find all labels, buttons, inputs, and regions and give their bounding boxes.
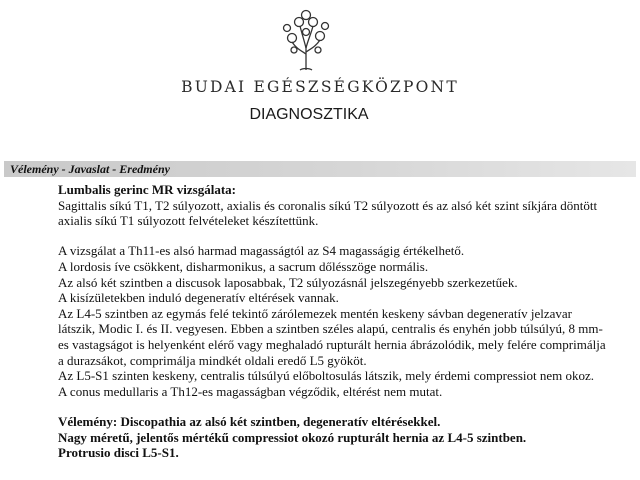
finding-line: A kisízületekben induló degeneratív eltérések vannak. <box>58 290 339 306</box>
tree-logo-icon <box>280 8 332 72</box>
method-line: Sagittalis síkú T1, T2 súlyozott, axialis és coronalis síkú T2 súlyozott és az alsó két szint síkjára döntött <box>58 197 598 213</box>
finding-line: A vizsgálat a Th11-es alsó harmad magasságtól az S4 magasságig értékelhető. <box>58 243 465 259</box>
section-label: Vélemény - Javaslat - Eredmény <box>10 162 170 176</box>
finding-line: Az L5-S1 szinten keskeny, centralis túlsúlyú előboltosulás látszik, mely érdemi compressiot nem okoz. <box>58 368 595 384</box>
finding-line: Az alsó két szintben a discusok laposabbak, T2 súlyozásnál jelszegényebb szerkezetűek. <box>58 274 518 290</box>
conclusion-line: Vélemény: Discopathia az alsó két szintben, degeneratív eltérésekkel. <box>58 413 441 429</box>
finding-line: A conus medullaris a Th12-es magasságban végződik, eltérést nem mutat. <box>58 383 443 399</box>
finding-line: Az L4-5 szintben az egymás felé tekintő zárólemezek mentén keskeny sávban degeneratív jelzavar <box>58 305 572 321</box>
report-title: Lumbalis gerinc MR vizsgálata: <box>58 182 237 197</box>
conclusion-line: Nagy méretű, jelentős mértékű compressiot okozó rupturált hernia az L4-5 szintben. <box>58 429 527 445</box>
department-title: DIAGNOSZTIKA <box>249 106 369 123</box>
method-line: axialis síkú T1 súlyozott felvételeket készítettünk. <box>58 213 319 229</box>
organization-name: BUDAI EGÉSZSÉGKÖZPONT <box>181 78 459 96</box>
section-band <box>4 161 636 177</box>
finding-line: A lordosis íve csökkent, disharmonikus, a sacrum dőlésszöge normális. <box>58 258 429 274</box>
finding-line: látszik, Modic I. és II. vegyesen. Ebben a szintben széles alapú, centralis és enyhén jobb túlsúlyú, 8 mm- <box>58 321 603 337</box>
conclusion-line: Protrusio disci L5-S1. <box>58 445 179 461</box>
finding-line: es vastagságot is helyenként elérő vagy meghaladó rupturált hernia ábrázolódik, mely felére comprimálja <box>58 336 606 352</box>
finding-line: a durazsákot, comprimálja mindkét oldali eredő L5 gyököt. <box>58 352 367 368</box>
report-body <box>58 182 634 461</box>
